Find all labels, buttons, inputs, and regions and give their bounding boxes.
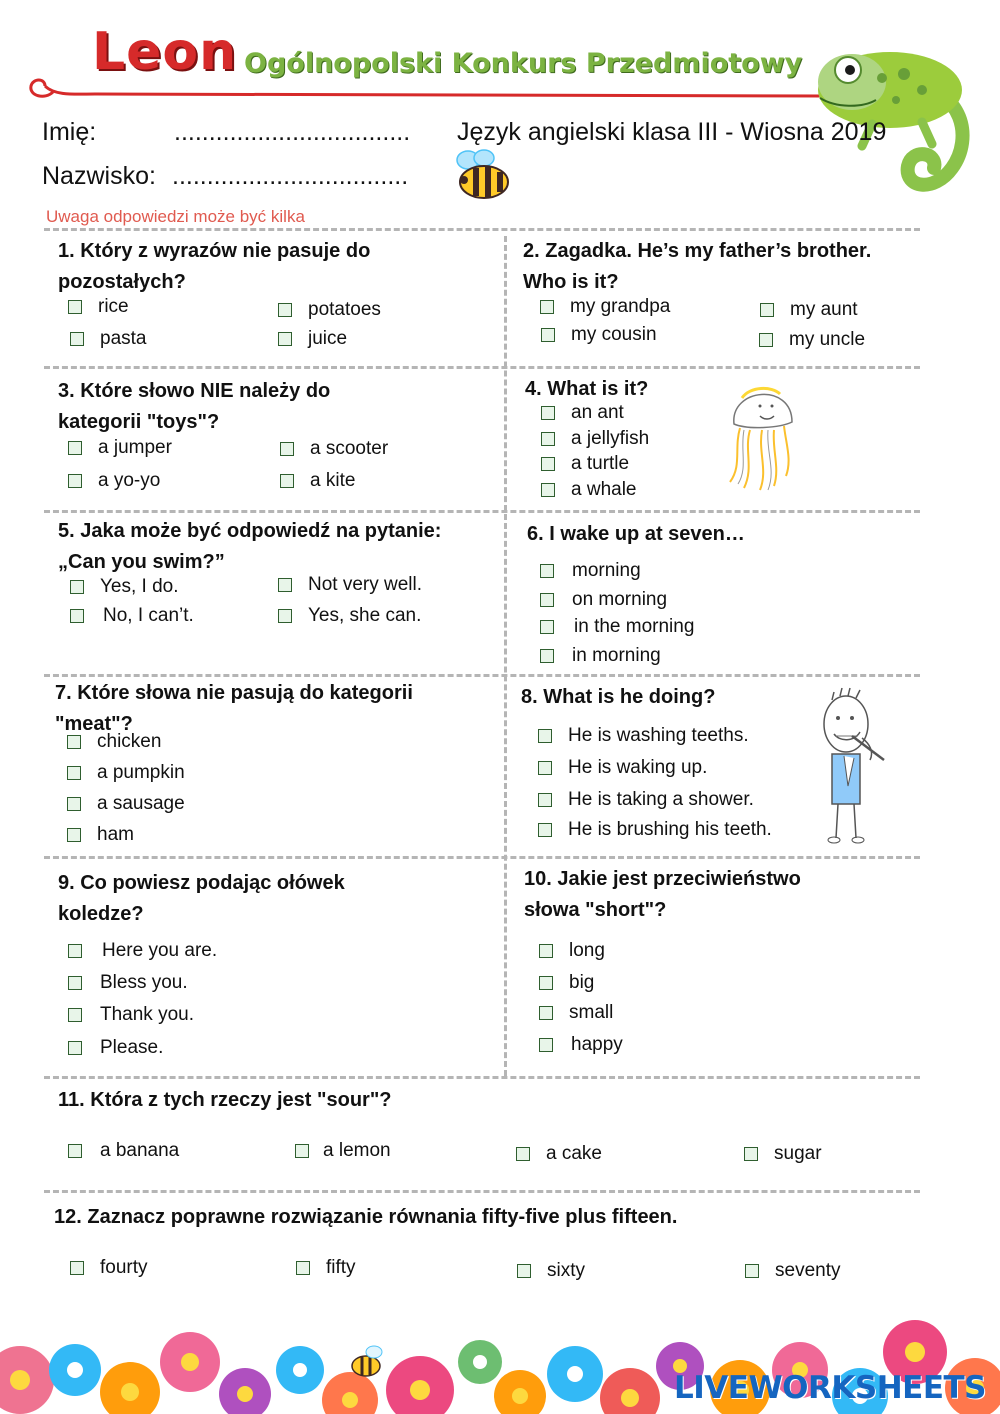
contest-title: Ogólnopolski Konkurs Przedmiotowy — [244, 48, 803, 79]
q6-option-on-morning[interactable]: on morning — [540, 589, 667, 611]
liveworksheets-logo: LIVEWORKSHEETS — [674, 1370, 986, 1406]
q12-option-sixty[interactable]: sixty — [517, 1260, 585, 1282]
q1-option-juice[interactable]: juice — [278, 328, 347, 350]
q11-option-a-cake[interactable]: a cake — [516, 1143, 602, 1165]
checkbox[interactable] — [759, 333, 773, 347]
checkbox[interactable] — [540, 649, 554, 663]
q1-option-potatoes[interactable]: potatoes — [278, 299, 381, 321]
q3-option-a-kite[interactable]: a kite — [280, 470, 355, 492]
q7-option-a-pumpkin[interactable]: a pumpkin — [67, 762, 185, 784]
q9-option-thank-you[interactable]: Thank you. — [68, 1004, 194, 1026]
checkbox[interactable] — [70, 1261, 84, 1275]
boy-brushing-teeth-icon — [814, 686, 894, 850]
q4-option-a-jellyfish[interactable]: a jellyfish — [541, 428, 649, 450]
q6-option-morning[interactable]: morning — [540, 560, 641, 582]
checkbox[interactable] — [70, 580, 84, 594]
q4-option-a-turtle[interactable]: a turtle — [541, 453, 629, 475]
checkbox[interactable] — [540, 564, 554, 578]
bee-icon — [448, 148, 516, 202]
checkbox[interactable] — [67, 735, 81, 749]
checkbox[interactable] — [70, 609, 84, 623]
q4-option-a-whale[interactable]: a whale — [541, 479, 637, 501]
q8-option-washing-teeths[interactable]: He is washing teeths. — [538, 725, 749, 747]
q12-option-seventy[interactable]: seventy — [745, 1260, 840, 1282]
q11-option-a-lemon[interactable]: a lemon — [295, 1140, 391, 1162]
separator-line — [44, 674, 920, 677]
checkbox[interactable] — [516, 1147, 530, 1161]
q7-option-ham[interactable]: ham — [67, 824, 134, 846]
q11-option-sugar[interactable]: sugar — [744, 1143, 822, 1165]
checkbox[interactable] — [541, 432, 555, 446]
checkbox[interactable] — [68, 441, 82, 455]
question-1-title: 1. Który z wyrazów nie pasuje do pozostałych? — [58, 240, 371, 293]
checkbox[interactable] — [541, 457, 555, 471]
q2-option-my-aunt[interactable]: my aunt — [760, 299, 858, 321]
q5-option-yes-i-do[interactable]: Yes, I do. — [70, 576, 179, 598]
q4-option-an-ant[interactable]: an ant — [541, 402, 624, 424]
checkbox[interactable] — [67, 797, 81, 811]
jellyfish-icon — [720, 378, 804, 494]
question-5-title: 5. Jaka może być odpowiedź na pytanie: „Can you swim?” — [58, 520, 442, 573]
q7-option-a-sausage[interactable]: a sausage — [67, 793, 185, 815]
q7-option-chicken[interactable]: chicken — [67, 731, 161, 753]
question-12-title: 12. Zaznacz poprawne rozwiązanie równania fifty-five plus fifteen. — [54, 1206, 678, 1228]
q12-option-fourty[interactable]: fourty — [70, 1257, 148, 1279]
separator-line — [44, 228, 920, 231]
q9-option-bless-you[interactable]: Bless you. — [68, 972, 188, 994]
checkbox[interactable] — [538, 823, 552, 837]
checkbox[interactable] — [278, 609, 292, 623]
q2-option-my-cousin[interactable]: my cousin — [541, 324, 657, 346]
name-field[interactable]: .................................. — [174, 118, 411, 146]
checkbox[interactable] — [541, 483, 555, 497]
q5-option-no-i-cant[interactable]: No, I can’t. — [70, 605, 194, 627]
q3-option-a-jumper[interactable]: a jumper — [68, 437, 172, 459]
checkbox[interactable] — [68, 474, 82, 488]
checkbox[interactable] — [539, 944, 553, 958]
question-11-title: 11. Która z tych rzeczy jest "sour"? — [58, 1089, 392, 1111]
separator-line — [44, 1190, 920, 1193]
checkbox[interactable] — [278, 303, 292, 317]
question-8-title: 8. What is he doing? — [521, 686, 716, 708]
q8-option-taking-a-shower[interactable]: He is taking a shower. — [538, 789, 754, 811]
subject-title: Język angielski klasa III - Wiosna 2019 — [457, 118, 887, 146]
q10-option-happy[interactable]: happy — [539, 1034, 623, 1056]
q6-option-in-morning[interactable]: in morning — [540, 645, 661, 667]
checkbox[interactable] — [67, 766, 81, 780]
q3-option-a-scooter[interactable]: a scooter — [280, 438, 388, 460]
q9-option-please[interactable]: Please. — [68, 1037, 163, 1059]
q5-option-not-very-well[interactable]: Not very well. — [278, 574, 422, 596]
checkbox[interactable] — [68, 976, 82, 990]
checkbox[interactable] — [68, 1041, 82, 1055]
q10-option-long[interactable]: long — [539, 940, 605, 962]
q2-option-my-uncle[interactable]: my uncle — [759, 329, 865, 351]
separator-line — [44, 856, 920, 859]
q6-option-in-the-morning[interactable]: in the morning — [540, 616, 694, 638]
checkbox[interactable] — [278, 578, 292, 592]
chameleon-icon — [812, 28, 980, 206]
q10-option-small[interactable]: small — [539, 1002, 613, 1024]
question-9-title: 9. Co powiesz podając ołówek koledze? — [58, 872, 345, 925]
checkbox[interactable] — [540, 593, 554, 607]
checkbox[interactable] — [745, 1264, 759, 1278]
q1-option-rice[interactable]: rice — [68, 296, 129, 318]
question-3-title: 3. Które słowo NIE należy do kategorii "toys"? — [58, 380, 331, 433]
checkbox[interactable] — [517, 1264, 531, 1278]
q2-option-my-grandpa[interactable]: my grandpa — [540, 296, 670, 318]
q5-option-yes-she-can[interactable]: Yes, she can. — [278, 605, 421, 627]
surname-field[interactable]: .................................. — [172, 162, 409, 190]
separator-line — [44, 510, 920, 513]
surname-label: Nazwisko: — [42, 162, 156, 190]
checkbox[interactable] — [280, 442, 294, 456]
checkbox[interactable] — [538, 761, 552, 775]
q10-option-big[interactable]: big — [539, 972, 594, 994]
question-7-title: 7. Które słowa nie pasują do kategorii "meat"? — [55, 682, 413, 735]
column-divider — [504, 236, 507, 1076]
checkbox[interactable] — [280, 474, 294, 488]
q8-option-waking-up[interactable]: He is waking up. — [538, 757, 707, 779]
checkbox[interactable] — [67, 828, 81, 842]
checkbox[interactable] — [539, 1038, 553, 1052]
q3-option-a-yo-yo[interactable]: a yo-yo — [68, 470, 160, 492]
question-2-title: 2. Zagadka. He’s my father’s brother. Who is it? — [523, 240, 872, 293]
checkbox[interactable] — [744, 1147, 758, 1161]
checkbox[interactable] — [68, 1144, 82, 1158]
checkbox[interactable] — [296, 1261, 310, 1275]
q9-option-here-you-are[interactable]: Here you are. — [68, 940, 217, 962]
q8-option-brushing-his-teeth[interactable]: He is brushing his teeth. — [538, 819, 772, 841]
separator-line — [44, 1076, 920, 1079]
checkbox[interactable] — [540, 300, 554, 314]
question-10-title: 10. Jakie jest przeciwieństwo słowa "short"? — [524, 868, 801, 921]
question-4-title: 4. What is it? — [525, 378, 649, 400]
checkbox[interactable] — [541, 328, 555, 342]
checkbox[interactable] — [540, 620, 554, 634]
q11-option-a-banana[interactable]: a banana — [68, 1140, 179, 1162]
q1-option-pasta[interactable]: pasta — [70, 328, 146, 350]
question-6-title: 6. I wake up at seven… — [527, 523, 745, 545]
checkbox[interactable] — [70, 332, 84, 346]
q12-option-fifty[interactable]: fifty — [296, 1257, 356, 1279]
checkbox[interactable] — [539, 1006, 553, 1020]
checkbox[interactable] — [68, 944, 82, 958]
checkbox[interactable] — [760, 303, 774, 317]
checkbox[interactable] — [538, 729, 552, 743]
small-bee — [352, 1346, 382, 1376]
checkbox[interactable] — [68, 1008, 82, 1022]
checkbox[interactable] — [295, 1144, 309, 1158]
checkbox[interactable] — [541, 406, 555, 420]
checkbox[interactable] — [68, 300, 82, 314]
separator-line — [44, 366, 920, 369]
checkbox[interactable] — [278, 332, 292, 346]
note-multiple-answers: Uwaga odpowiedzi może być kilka — [46, 207, 305, 226]
leon-logo: Leon — [92, 22, 238, 82]
red-swirl-line — [15, 70, 835, 104]
checkbox[interactable] — [539, 976, 553, 990]
checkbox[interactable] — [538, 793, 552, 807]
name-label: Imię: — [42, 118, 97, 146]
